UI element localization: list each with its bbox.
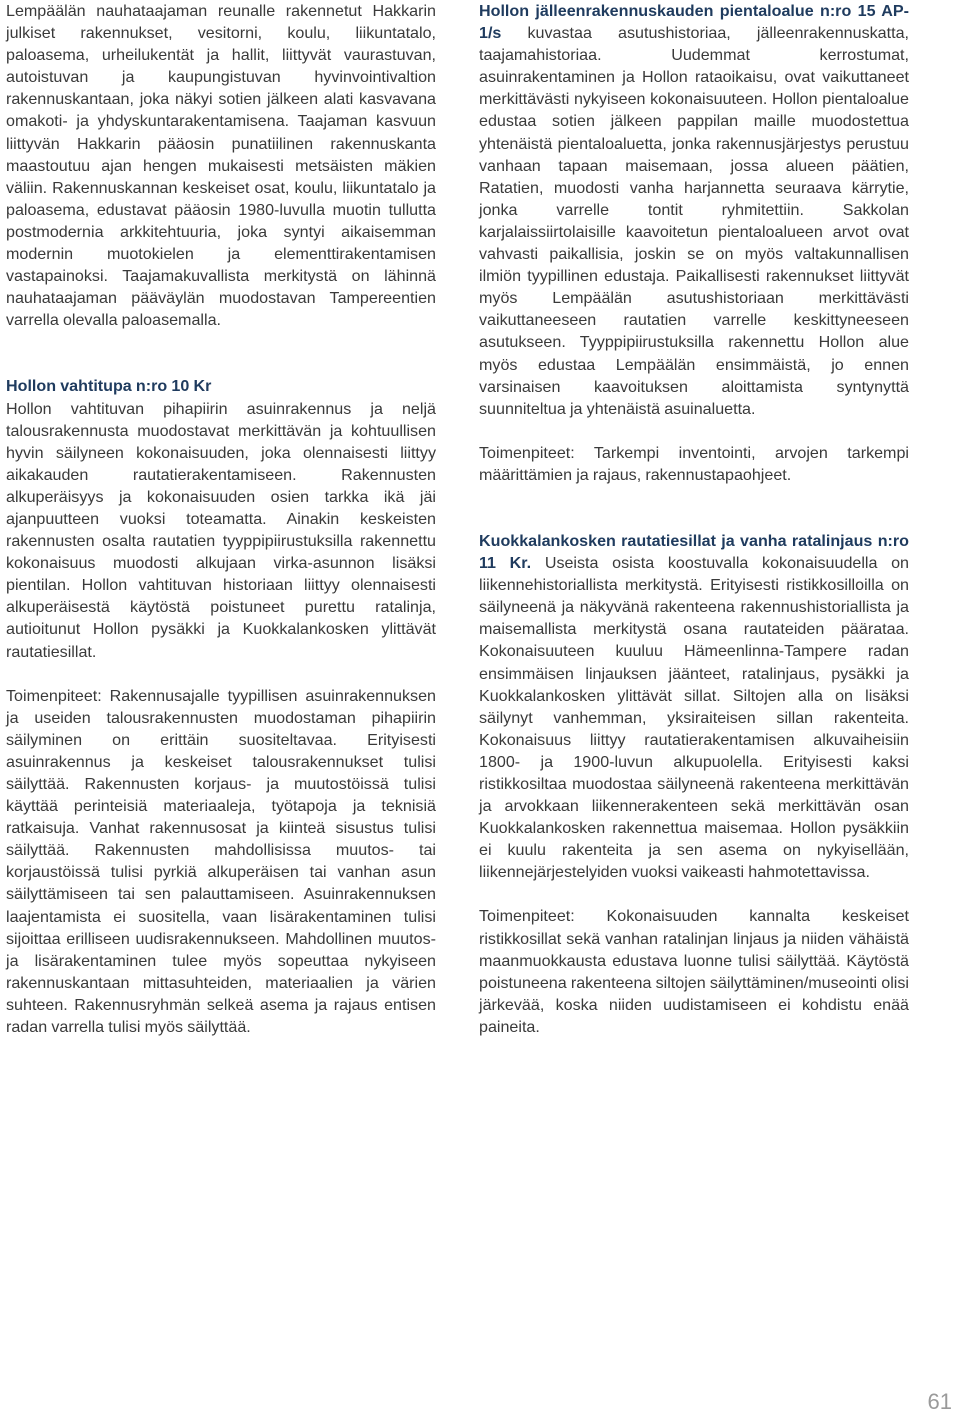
intro-paragraph: Lempäälän nauhataajaman reunalle rakennetut Hakkarin julkiset rakennukset, vesitorni, koulu, liikuntatalo, paloasema, urheilukentät ja hallit, liittyvät vaurastuvan, autoistuvan ja kaupungistuvan hyvinvointivaltion rakennuskantaan, joka näkyi sotien jälkeen alati kasvavana omakoti- ja yhdyskuntarakentamisena. Taajaman kasvuun liittyvän Hakkarin pääosin punatiilinen rakennuskanta maastoutuu ajan hengen mukaisesti metsäisten mäkien väliin. Rakennuskannan keskeiset osat, koulu, liikuntatalo ja paloasema, edustavat pääosin 1980-luvulla muotin tullutta postmodernia arkkitehtuuria, joka syntyi aikaisemman modernin muotokielen ja elementtirakentamisen vastapainoksi. Taajamakuvallista merkitystä on lähinnä nauhataajaman pääväylän muodostavan Tampereentien varrella olevalla paloasemalla.: [6, 2, 436, 330]
rautatiesillat-body: Useista osista koostuvalla kokonaisuudella on liikennehistoriallista merkitystä. Erityisesti ristikkosilloilla on säilyneenä ja näkyvänä rakenteena rakennushistoriallista ja maisemallista merkitystä osana rautateiden päärataa. Kokonaisuuteen kuuluu Hämeenlinna-Tampere radan ensimmäisen linjauksen jäänteet, ratalinjaus, pysäkki ja Kuokkalankosken ylittävät sillat. Siltojen alla on lisäksi säilynyt vanhemman, yksiraiteisen sillan rakenteita. Kokonaisuus liittyy rautatierakentamisen alkuvaiheisiin 1800- ja 1900-luvun alkupuolella. Erityisesti kaksi ristikkosiltaa muodostaa säilyneenä rakenteena merkittävän ja arvokkaan liikennerakenteen sekä merkittävän osan Kuokkalankosken rakennettua maisemaa. Hollon pysäkkiin ei kuulu rakenteita ja sen asema on nykyisellään, liikennejärjestelyiden vuoksi vaikeasti hahmotettavissa.: [479, 554, 910, 882]
rautatiesillat-section: [479, 530, 909, 884]
page-number: 61: [927, 1389, 952, 1414]
rautatiesillat-heading: Kuokkalankosken rautatiesillat ja vanha ratalinjaus n:ro 11 Kr.: [479, 531, 909, 573]
pientaloalue-section: [479, 0, 909, 420]
left-column: [6, 0, 436, 1038]
vahtitupa-section: [6, 375, 436, 662]
vahtitupa-body: Hollon vahtituvan pihapiirin asuinrakennus ja neljä talousrakennusta muodostavat merkittävän ja kohtuullisen hyvin säilyneen kokonaisuuden, joka olennaisesti liittyy aikakauden rautatierakentamiseen. Rakennusten alkuperäisyys ja kokonaisuuden osien tarkka ikä jäi ajanpuutteen vuoksi toteamatta. Ainakin keskeisten rakennusten osalta rautatien tyyppipiirustuksilla rakennettu kokonaisuus muodosti alkujaan virka-asunnon lisäksi pientilan. Hollon vahtituvan historiaan liittyy olennaisesti alkuperäisestä käytöstä poistuneet purettu ratalinja, autioitunut Hollon pysäkki ja Kuokkalankosken ylittävät rautatiesillat.: [6, 399, 436, 661]
right-column: [479, 0, 909, 1038]
pientaloalue-body: kuvastaa asutushistoriaa, jälleenrakennuskatta, taajamahistoriaa. Uudemmat kerrostumat, asuinrakentaminen ja Hollon rataoikaisu, ovat vaikuttaneet merkittävästi nykyiseen kokonaisuuteen. Hollon pientaloalue edustaa sotien jälkeen pappilan maille muodostettua yhtenäistä pientaloaluetta, jonka rakennusjärjestys perustuu vanhaan tapaan maisemaan, jossa alueen päätien, Ratatien, muodosti vanha harjannetta seuraava kärrytie, jonka varrelle tontit ryhmitettiin. Sakkolan karjalaissiirtolaisille kaavoitetun pientaloalueen arvot ovat vahvasti paikallisia, joskin se on myös valtakunnallisen ilmiön tyypillinen edustaja. Paikallisesti rakennukset liittyvät myös Lempäälän asutushistoriaan merkittävästi vaikuttaneeseen rautatien varrelle keskittyneeseen asutukseen. Tyyppipiirustuksilla rakennettu Hollon alue myös edustaa Lempäälän ensimmäistä, jo ennen varsinaisen kaavoituksen aloittamista syntynyttä suunniteltua ja yhtenäistä asuinaluetta.: [479, 24, 909, 418]
vahtitupa-heading: Hollon vahtitupa n:ro 10 Kr: [6, 377, 212, 396]
vahtitupa-actions: Toimenpiteet: Rakennusajalle tyypillisen asuinrakennuksen ja useiden talousrakennusten muodostaman pihapiirin säilyminen on erittäin suositeltavaa. Erityisesti asuinrakennus ja keskeiset talousrakennukset tulisi säilyttää. Rakennusten korjaus- ja muutostöissä tulisi käyttää perinteisiä materiaaleja, työtapoja ja teknisiä ratkaisuja. Vanhat rakennusosat ja kiinteä sisustus tulisi säilyttää. Rakennusten mahdollisissa muutos- tai korjaustöissä tulisi pyrkiä alkuperäisen tai vanhan asun säilyttämiseen tai sen palauttamiseen. Asuinrakennuksen laajentamista ei suositella, vaan lisärakentaminen tulisi sijoittaa erilliseen uudisrakennukseen. Mahdollinen muutos- ja lisärakentaminen tulee myös sopeuttaa nykyiseen rakennuskantaan mittasuhteiden, materiaalien ja värien suhteen. Rakennusryhmän selkeä asema ja rajaus entisen radan varrella tulisi myös säilyttää.: [6, 686, 436, 1037]
rautatiesillat-actions: Toimenpiteet: Kokonaisuuden kannalta keskeiset ristikkosillat sekä vanhan ratalinjan linjaus ja niiden vähäistä maanmuokkausta edustava luonne tulisi säilyttää. Käytöstä poistuneena rakenteena siltojen säilyttäminen/museointi olisi järkevää, koska niiden uudistamiseen ei kohdistu enää paineita.: [479, 907, 910, 1036]
pientaloalue-heading: Hollon jälleenrakennuskauden pientaloalue n:ro 15 AP-1/s: [479, 2, 909, 43]
pientaloalue-actions: Toimenpiteet: Tarkempi inventointi, arvojen tarkempi määrittämien ja rajaus, rakennustapaohjeet.: [479, 443, 909, 484]
